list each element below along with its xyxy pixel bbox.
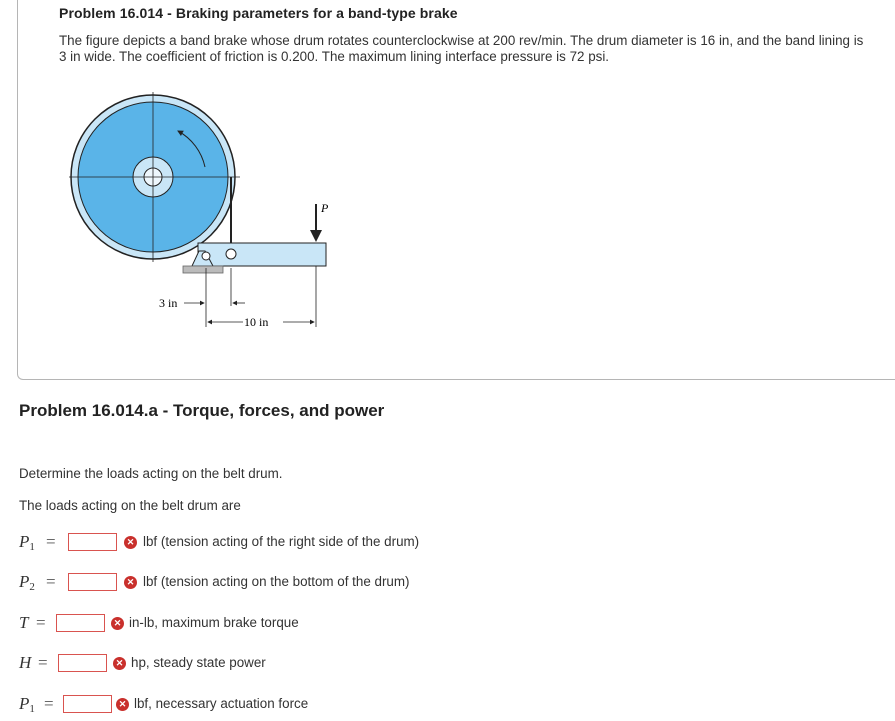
- incorrect-icon: ✕: [113, 657, 126, 670]
- dimension-3in: 3 in: [159, 296, 178, 310]
- actuation-force-input[interactable]: [63, 695, 112, 713]
- unit-label: lbf (tension acting on the bottom of the drum): [143, 574, 410, 589]
- brake-lever: [198, 243, 326, 266]
- variable-label: H: [19, 653, 32, 672]
- p1-tension-input[interactable]: [68, 533, 117, 551]
- force-label: P: [321, 201, 329, 215]
- p2-tension-input[interactable]: [68, 573, 117, 591]
- incorrect-icon: ✕: [124, 576, 137, 589]
- variable-label: T: [19, 613, 29, 632]
- instruction-text: Determine the loads acting on the belt drum.: [19, 466, 283, 481]
- torque-input[interactable]: [56, 614, 105, 632]
- incorrect-icon: ✕: [116, 698, 129, 711]
- variable-label: $P_1$: [19, 532, 35, 553]
- unit-label: lbf, necessary actuation force: [134, 696, 309, 711]
- band-brake-figure: [60, 88, 360, 338]
- incorrect-icon: ✕: [111, 617, 124, 630]
- variable-label: $P_1$: [19, 694, 35, 715]
- problem-description: The figure depicts a band brake whose drum rotates counterclockwise at 200 rev/min. The drum diameter is 16 in, and the band lining is 3 in wide. The coefficient of friction is 0.200. The maximum lining interface pressure is 72 psi.: [59, 33, 864, 64]
- ground-hatch: [183, 266, 223, 273]
- power-input[interactable]: [58, 654, 107, 672]
- unit-label: lbf (tension acting of the right side of the drum): [143, 534, 420, 549]
- incorrect-icon: ✕: [124, 536, 137, 549]
- dimension-10in: 10 in: [244, 315, 269, 329]
- unit-label: hp, steady state power: [131, 655, 266, 670]
- variable-label: $P_2$: [19, 572, 35, 593]
- subproblem-title: Problem 16.014.a - Torque, forces, and power: [19, 401, 385, 420]
- lead-in-text: The loads acting on the belt drum are: [19, 498, 241, 513]
- unit-label: in-lb, maximum brake torque: [129, 615, 299, 630]
- band-pin: [226, 249, 236, 259]
- problem-title: Problem 16.014 - Braking parameters for a band-type brake: [59, 5, 458, 21]
